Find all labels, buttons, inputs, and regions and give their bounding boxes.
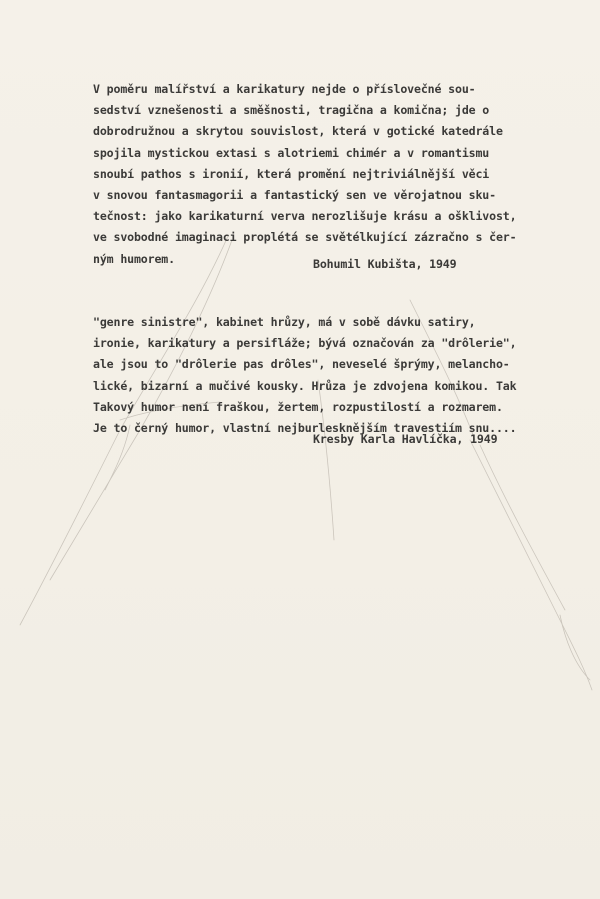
passage-1-line: ve svobodné imaginaci proplétá se světélkující zázračno s čer-: [93, 230, 517, 245]
sketch-stroke-right-3: [560, 615, 590, 680]
passage-1-line: sedství vznešenosti a směšnosti, tragična a komična; jde o: [93, 103, 490, 118]
passage-2-attribution: Kresby Karla Havlíčka, 1949: [313, 432, 498, 446]
sketch-stroke-right: [470, 440, 592, 690]
passage-2-line: ironie, karikatury a persifláže; bývá označován za "drôlerie",: [93, 336, 517, 351]
passage-1-line: ným humorem.: [93, 251, 175, 266]
passage-1-line: spojila mystickou extasi s alotriemi chimér a v romantismu: [93, 145, 490, 160]
passage-1-line: V poměru malířství a karikatury nejde o příslovečné sou-: [93, 82, 476, 96]
sketch-stroke-right-2: [480, 445, 565, 610]
passage-1-line: tečnost: jako karikaturní verva nerozlišuje krásu a ošklivost,: [93, 209, 517, 224]
passage-1-line: dobrodružnou a skrytou souvislost, která v gotické katedrále: [93, 124, 503, 139]
passage-2-text: [93, 312, 516, 439]
passage-1-line: snoubí pathos s ironií, která promění nejtriviálnější věci: [93, 166, 490, 181]
passage-2-line: ale jsou to "drôlerie pas drôles", neveselé šprýmy, melancho-: [93, 357, 510, 372]
passage-2-line: Takový humor není fraškou, žertem, rozpustilostí a rozmarem.: [93, 399, 503, 414]
passage-1-line: v snovou fantasmagorii a fantastický sen ve věrojatnou sku-: [93, 188, 496, 203]
passage-2-line: lické, bizarní a mučivé kousky. Hrůza je zdvojena komikou. Tak: [93, 378, 517, 393]
passage-1-attribution: Bohumil Kubišta, 1949: [313, 257, 457, 271]
passage-2-line: Je to černý humor, vlastní nejburlesknějším travestiím snu....: [93, 421, 517, 436]
passage-2-line: "genre sinistre", kabinet hrůzy, má v sobě dávku satiry,: [93, 315, 476, 329]
passage-1-text: [93, 79, 516, 270]
